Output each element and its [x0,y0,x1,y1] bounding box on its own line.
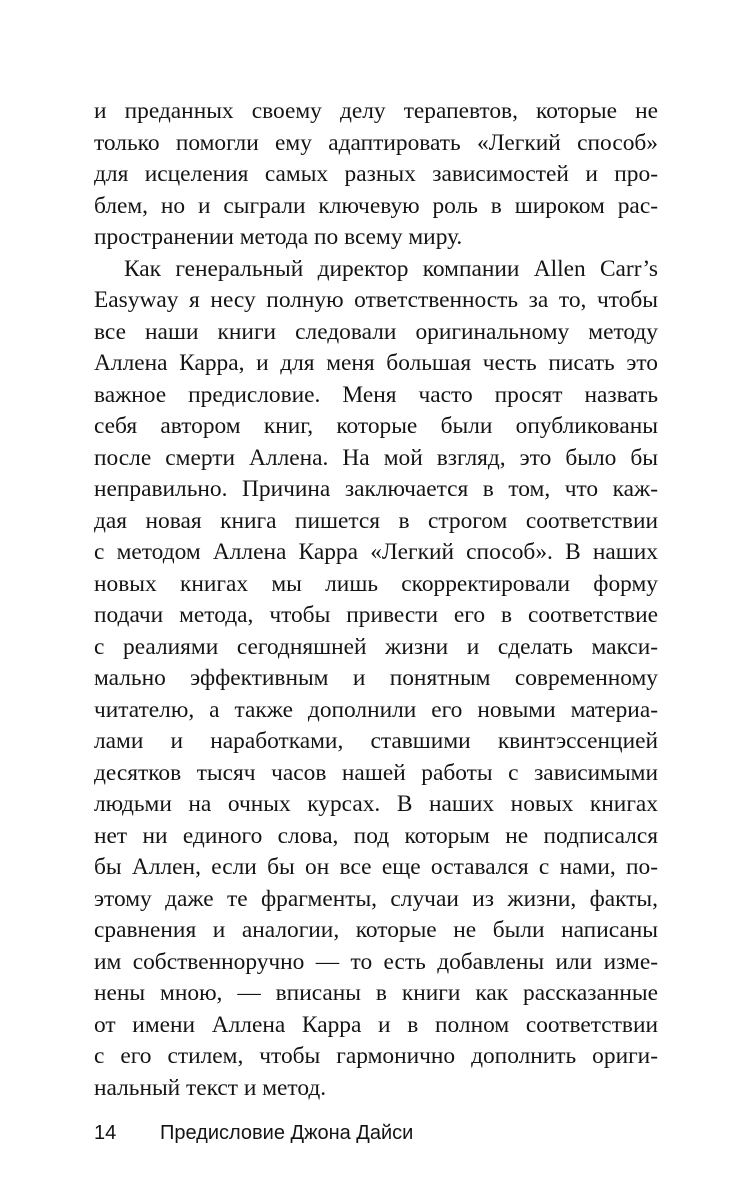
text-line: мально эффективным и понятным современному [94,665,658,691]
text-line: новых книгах мы лишь скорректировали форму [94,570,658,597]
text-line: после смерти Аллена. На мой взгляд, это было бы [94,444,658,471]
text-line: нены мною, — вписаны в книги как рассказанные [94,980,658,1006]
text-line: бы Аллен, если бы он все еще оставался с нами, по- [94,854,658,880]
text-line: только помогли ему адаптировать «Легкий способ» [94,129,658,156]
text-line: и преданных своему делу терапевтов, которые не [94,98,658,124]
text-line: дая новая книга пишется в строгом соответствии [94,507,658,534]
text-line: себя автором книг, которые были опубликованы [94,413,658,439]
running-title: Предисловие Джона Дайси [160,1122,414,1144]
text-line: десятков тысяч часов нашей работы с зависимыми [94,759,658,786]
text-line: для исцеления самых разных зависимостей и про- [94,161,658,187]
text-line: нальный текст и метод. [94,1074,327,1101]
page-footer [94,1122,413,1145]
text-line: людьми на очных курсах. В наших новых книгах [94,791,658,817]
text-line: сравнения и аналогии, которые не были написаны [94,917,658,943]
text-line: важное предисловие. Меня часто просят назвать [94,381,658,408]
text-line: им собственноручно — то есть добавлены или изме- [94,948,658,975]
text-line: блем, но и сыграли ключевую роль в широком рас- [94,192,658,219]
page-number: 14 [94,1122,117,1144]
text-line: подачи метода, чтобы привести его в соответствие [94,602,658,628]
text-line: пространении метода по всему миру. [94,224,463,250]
text-line: этому даже те фрагменты, случаи из жизни, факты, [94,885,658,912]
text-line: Easyway я несу полную ответственность за то, чтобы [94,287,658,313]
text-line: Аллена Карра, и для меня большая честь писать это [94,350,658,376]
text-line: с его стилем, чтобы гармонично дополнить ориги- [94,1043,658,1069]
text-line: все наши книги следовали оригинальному методу [94,318,658,345]
text-line: нет ни единого слова, под которым не подписался [94,822,658,849]
text-line: неправильно. Причина заключается в том, что каж- [94,476,658,502]
text-line: от имени Аллена Карра и в полном соответствии [94,1011,658,1038]
body-text [94,96,658,1104]
text-line: лами и наработками, ставшими квинтэссенцией [94,728,658,754]
text-line: читателю, а также дополнили его новыми материа- [94,696,658,723]
text-line: с методом Аллена Карра «Легкий способ». В наших [94,539,658,565]
text-line: Как генеральный директор компании Allen Carr’s [124,255,658,282]
text-line: с реалиями сегодняшней жизни и сделать макси- [94,633,658,660]
